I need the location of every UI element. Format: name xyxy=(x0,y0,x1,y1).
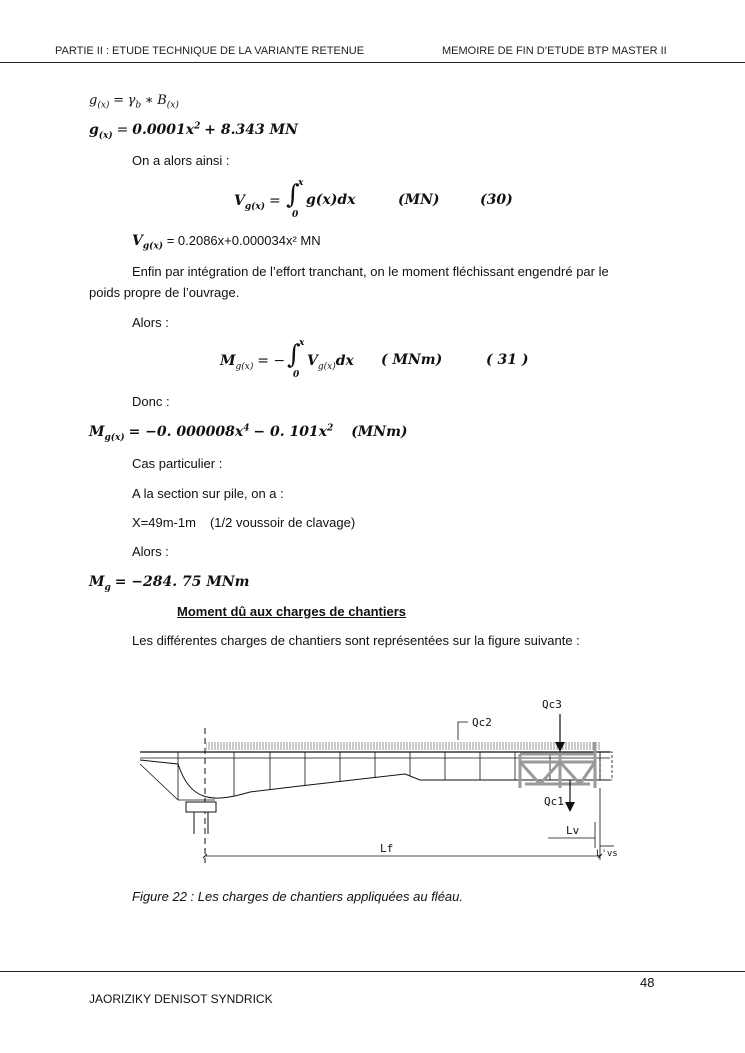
header-left: PARTIE II : ETUDE TECHNIQUE DE LA VARIANTE RETENUE xyxy=(55,45,365,57)
distributed-load-qc2 xyxy=(206,742,600,750)
paragraph-on-a-alors: On a alors ainsi : xyxy=(132,153,230,168)
paragraph-enfin-line2: poids propre de l’ouvrage. xyxy=(89,285,240,300)
figure-construction-loads xyxy=(130,688,630,868)
paragraph-cas-particulier: Cas particulier : xyxy=(132,456,223,471)
label-lvs: L'vs xyxy=(596,849,618,859)
footer-author: JAORIZIKY DENISOT SYNDRICK xyxy=(89,992,273,1006)
label-lv: Lv xyxy=(566,824,580,837)
paragraph-enfin-line1: Enfin par intégration de l’effort tranchant, on le moment fléchissant engendré par le xyxy=(132,264,609,279)
paragraph-intro-figure: Les différentes charges de chantiers sont représentées sur la figure suivante : xyxy=(132,633,580,648)
equation-m-expression: $M_{g(x)} = -0$. $000008x^4 - 0$. $101x^2$ (MNm) xyxy=(89,423,408,443)
header-rule xyxy=(0,62,745,63)
label-qc3: Qc3 xyxy=(542,698,562,711)
paragraph-donc: Donc : xyxy=(132,394,170,409)
label-qc1: Qc1 xyxy=(544,795,564,808)
equation-g-definition: $g_{(x)} = \gamma_b$ ∗ $B_{(x)}$ xyxy=(89,93,179,111)
paragraph-x-value: X=49m-1m (1/2 voussoir de clavage) xyxy=(132,515,356,530)
paragraph-section-sur-pile: A la section sur pile, on a : xyxy=(132,486,284,501)
equation-mg-value: $M_g = -284$. 75 MNm xyxy=(89,574,250,593)
label-lf: Lf xyxy=(380,842,394,855)
page-number: 48 xyxy=(640,975,655,990)
paragraph-alors-2: Alors : xyxy=(132,544,169,559)
paragraph-alors-1: Alors : xyxy=(132,315,169,330)
footer-rule xyxy=(0,971,745,972)
pier-cap xyxy=(186,802,216,812)
equation-v-expression: $V_{g(x)} = 0.2086x+0.000034x^2$ MN xyxy=(132,233,321,252)
equation-g-expression: $g_{(x)} = 0.0001x^2 + 8.343$ MN xyxy=(89,121,298,141)
label-qc2: Qc2 xyxy=(472,716,492,729)
header-right: MEMOIRE DE FIN D’ETUDE BTP MASTER II xyxy=(442,45,667,57)
figure-caption: Figure 22 : Les charges de chantiers appliquées au fléau. xyxy=(132,889,463,904)
section-heading: Moment dû aux charges de chantiers xyxy=(177,604,407,619)
